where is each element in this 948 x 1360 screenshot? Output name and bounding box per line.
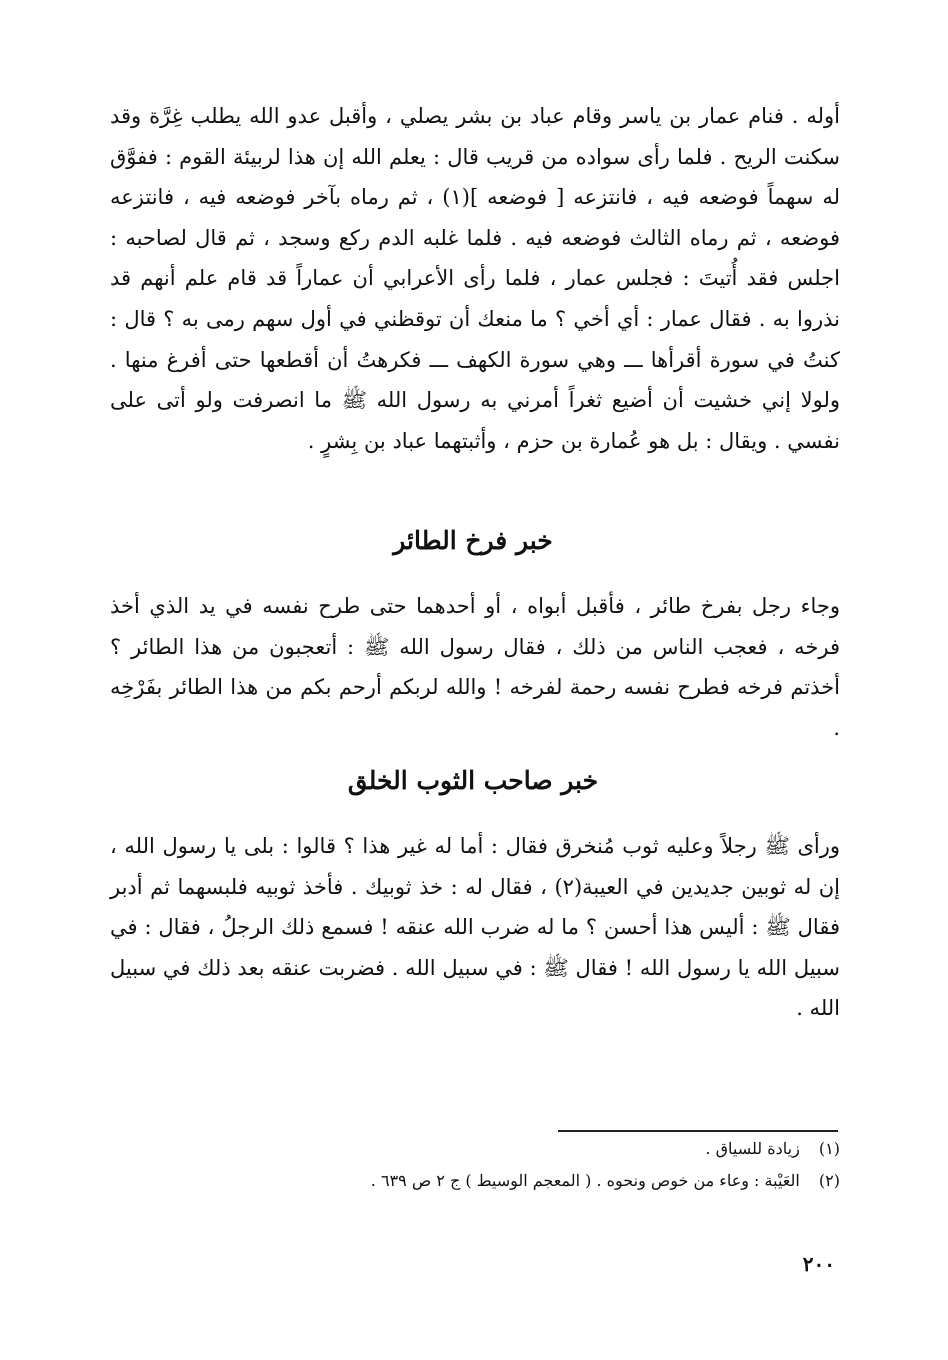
footnote-1: [280, 1138, 840, 1160]
section-heading-bird-chick: خبر فرخ الطائر: [393, 526, 553, 555]
footnote-divider: [558, 1130, 838, 1132]
footnote-2-number: (٢): [818, 1171, 840, 1190]
footnote-2-text: العَيْبة : وعاء من خوص ونحوه . ( المعجم الوسيط ) ج ٢ ص ٦٣٩ .: [370, 1171, 800, 1190]
body-paragraph-3: ورأى ﷺ رجلاً وعليه ثوب مُنخرق فقال : أما له غير هذا ؟ قالوا : بلى يا رسول الله ، إن له ثوبين جديدين في العيبة(٢) ، فقال له : خذ ثوبيك . فأخذ ثوبيه فلبسهما ثم أدبر فقال ﷺ : أليس هذا أحسن ؟ ما له ضرب الله عنقه ! فسمع ذلك الرجلُ ، فقال : في سبيل الله يا رسول الله ! فقال ﷺ : في سبيل الله . فضربت عنقه بعد ذلك في سبيل الله .: [110, 834, 841, 1021]
body-paragraph-2: وجاء رجل بفرخ طائر ، فأقبل أبواه ، أو أحدهما حتى طرح نفسه في يد الذي أخذ فرخه ، فعجب الناس من ذلك ، فقال رسول الله ﷺ : أتعجبون من هذا الطائر ؟ أخذتم فرخه فطرح نفسه رحمة لفرخه ! والله لربكم أرحم بكم من هذا الطائر بفَرْخِه .: [110, 594, 840, 740]
footnote-1-text: زيادة للسياق .: [705, 1139, 800, 1158]
footnote-2: [280, 1170, 840, 1192]
footnote-1-number: (١): [818, 1139, 840, 1158]
page-number: ٢٠٠: [802, 1252, 835, 1276]
body-paragraph-1: أوله . فنام عمار بن ياسر وقام عباد بن بشر يصلي ، وأقبل عدو الله يطلب غِرَّة وقد سكنت الريح . فلما رأى سواده من قريب قال : يعلم الله إن هذا لربيئة القوم : ففوَّق له سهماً فوضعه فيه ، فانتزعه [ فوضعه ](١) ، ثم رماه بآخر فوضعه فيه ، فانتزعه فوضعه ، ثم رماه الثالث فوضعه فيه . فلما غلبه الدم ركع وسجد ، ثم قال لصاحبه : اجلس فقد أُتيتَ : فجلس عمار ، فلما رأى الأعرابي أن عماراً قد قام علم أنهم قد نذروا به . فقال عمار : أي أخي ؟ ما منعك أن توقظني في أول سهم رمى به ؟ قال : كنتُ في سورة أقرأها ـــ وهي سورة الكهف ـــ فكرهتُ أن أقطعها حتى أفرغ منها . ولولا إني خشيت أن أضيع ثغراً أمرني به رسول الله ﷺ ما انصرفت ولو أتى على نفسي . ويقال : بل هو عُمارة بن حزم ، وأثبتهما عباد بن بِشرٍ .: [110, 104, 841, 453]
section-heading-worn-garment: خبر صاحب الثوب الخلق: [347, 766, 599, 795]
